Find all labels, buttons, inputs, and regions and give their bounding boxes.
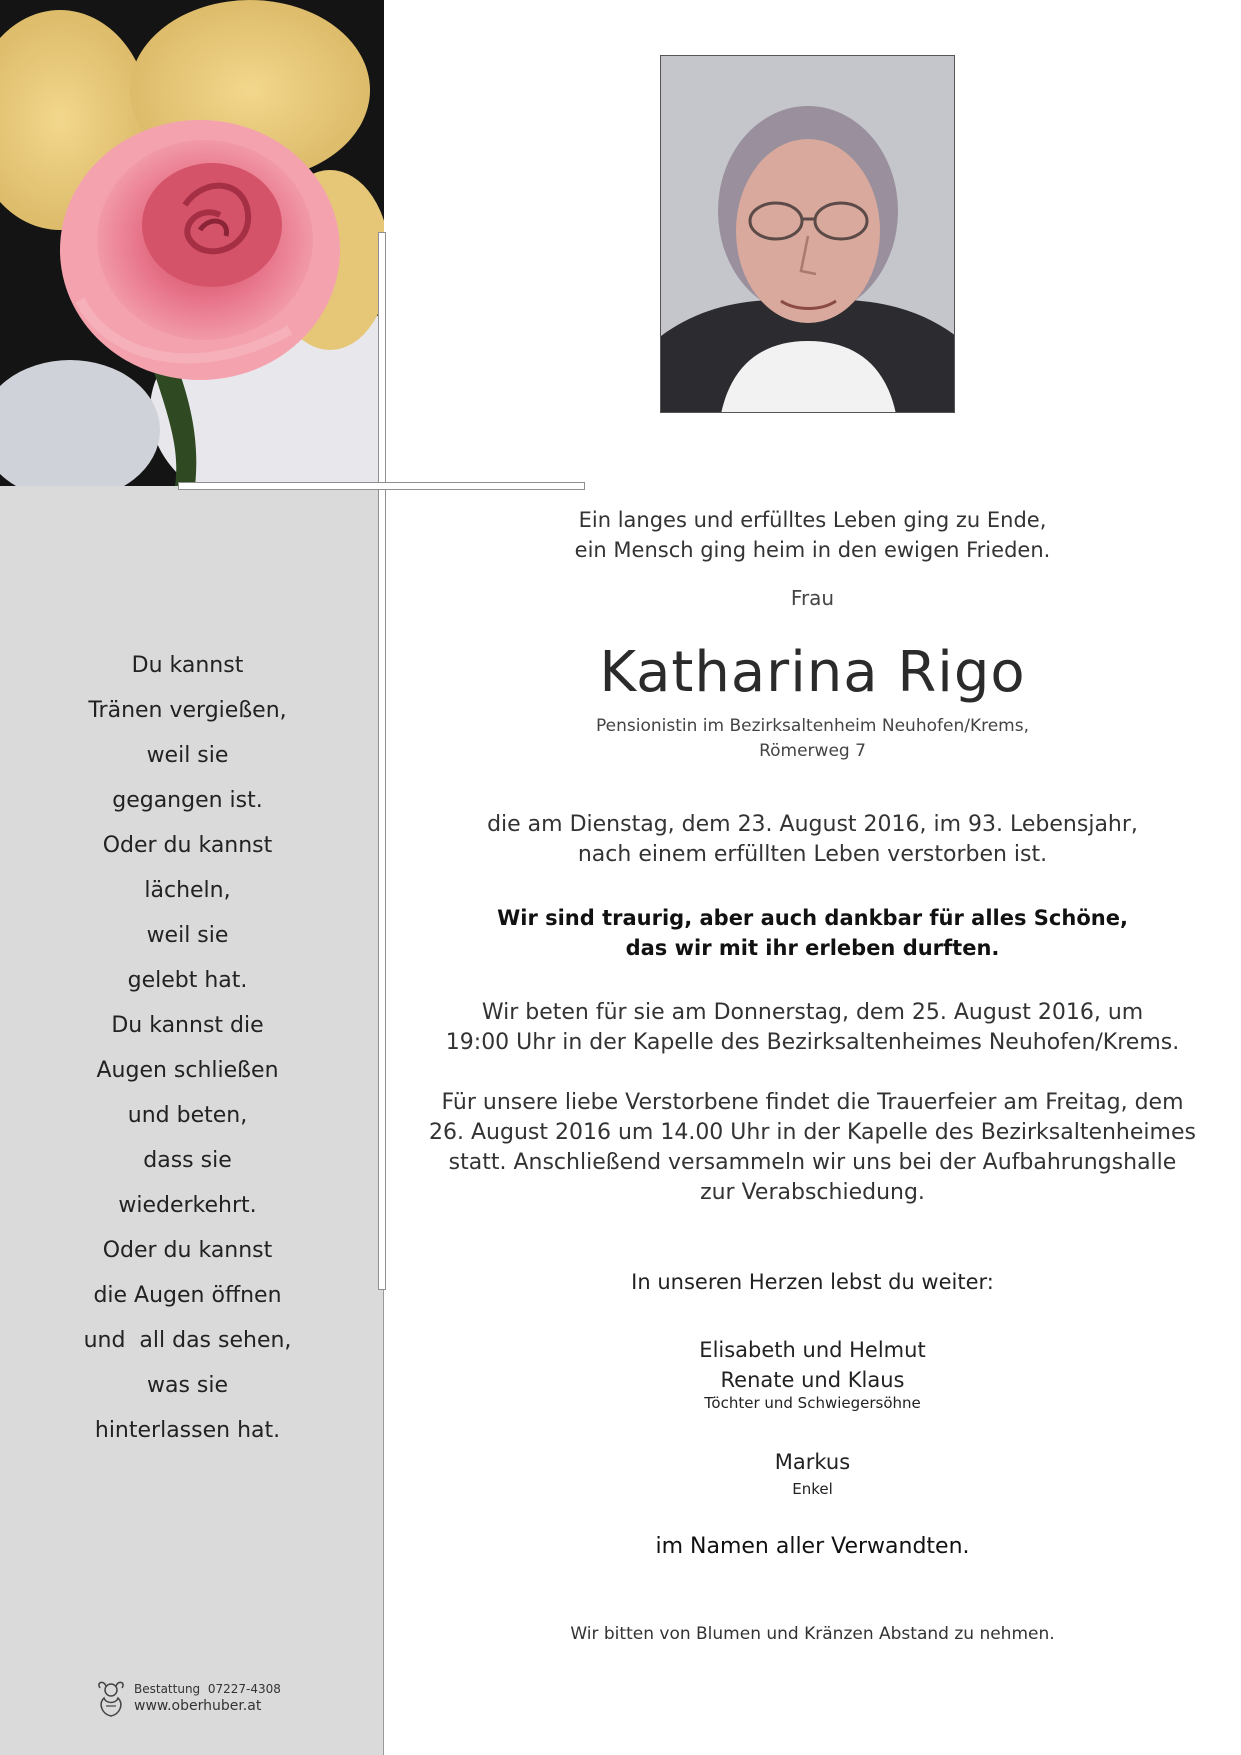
rose-photo bbox=[0, 0, 384, 486]
ceremony-line: zur Verabschiedung. bbox=[700, 1180, 925, 1205]
ceremony-line: 26. August 2016 um 14.00 Uhr in der Kapelle des Bezirksaltenheimes bbox=[429, 1120, 1196, 1145]
prayer-info bbox=[420, 998, 1205, 1058]
poem-line: Du kannst bbox=[131, 653, 244, 678]
quote-line: Wir sind traurig, aber auch dankbar für alles Schöne, bbox=[497, 906, 1128, 930]
company-website: www.oberhuber.at bbox=[134, 1698, 262, 1714]
description-line: Pensionistin im Bezirksaltenheim Neuhofen/Krems, bbox=[595, 716, 1029, 736]
poem-line: hinterlassen hat. bbox=[94, 1418, 281, 1443]
poem-line: dass sie bbox=[143, 1148, 232, 1173]
flower-note: Wir bitten von Blumen und Kränzen Abstand zu nehmen. bbox=[570, 1624, 1055, 1644]
poem-line: Tränen vergießen, bbox=[88, 698, 287, 723]
poem-line: Augen schließen bbox=[96, 1058, 279, 1083]
poem-line: und beten, bbox=[127, 1103, 248, 1128]
quote-line: das wir mit ihr erleben durften. bbox=[625, 936, 1000, 960]
poem-line: und all das sehen, bbox=[83, 1328, 292, 1353]
ceremony-line: Für unsere liebe Verstorbene findet die Trauerfeier am Freitag, dem bbox=[441, 1090, 1184, 1115]
funeral-home-logo bbox=[94, 1678, 281, 1718]
intro-line: Ein langes und erfülltes Leben ging zu Ende, bbox=[578, 508, 1047, 532]
angel-logo-icon bbox=[94, 1678, 128, 1718]
prayer-line: 19:00 Uhr in der Kapelle des Bezirksaltenheimes Neuhofen/Krems. bbox=[445, 1030, 1180, 1055]
hearts-line: In unseren Herzen lebst du weiter: bbox=[631, 1270, 994, 1294]
death-line: nach einem erfüllten Leben verstorben ist. bbox=[577, 842, 1048, 867]
family-relation: Töchter und Schwiegersöhne bbox=[704, 1394, 921, 1412]
poem-line: weil sie bbox=[146, 743, 229, 768]
salutation: Frau bbox=[790, 586, 835, 610]
family-name: Elisabeth und Helmut bbox=[699, 1338, 926, 1362]
portrait-photo bbox=[660, 55, 955, 413]
intro-text bbox=[420, 505, 1205, 565]
family-name: Markus bbox=[774, 1450, 851, 1474]
poem-line: Du kannst die bbox=[111, 1013, 264, 1038]
poem-line: lächeln, bbox=[144, 878, 231, 903]
closing-line: im Namen aller Verwandten. bbox=[655, 1534, 970, 1559]
poem-line: was sie bbox=[146, 1373, 229, 1398]
family-group-daughters bbox=[420, 1335, 1205, 1395]
cross-horizontal-beam bbox=[178, 482, 585, 490]
company-phone: 07227-4308 bbox=[207, 1682, 281, 1696]
prayer-line: Wir beten für sie am Donnerstag, dem 25. August 2016, um bbox=[481, 1000, 1144, 1025]
grief-quote bbox=[420, 903, 1205, 963]
deceased-description bbox=[420, 714, 1205, 764]
ceremony-line: statt. Anschließend versammeln wir uns bei der Aufbahrungshalle bbox=[448, 1150, 1177, 1175]
poem-line: gelebt hat. bbox=[127, 968, 248, 993]
death-line: die am Dienstag, dem 23. August 2016, im 93. Lebensjahr, bbox=[487, 812, 1138, 837]
cross-vertical-beam bbox=[378, 232, 386, 1290]
family-name: Renate und Klaus bbox=[720, 1368, 905, 1392]
family-relation: Enkel bbox=[792, 1480, 833, 1498]
poem-line: Oder du kannst bbox=[102, 833, 273, 858]
poem-line: gegangen ist. bbox=[112, 788, 263, 813]
company-name: Bestattung bbox=[134, 1682, 201, 1696]
poem-line: Oder du kannst bbox=[102, 1238, 273, 1263]
deceased-name: Katharina Rigo bbox=[599, 640, 1026, 705]
poem-line: weil sie bbox=[146, 923, 229, 948]
poem bbox=[10, 643, 365, 1453]
poem-line: die Augen öffnen bbox=[93, 1283, 282, 1308]
ceremony-info bbox=[420, 1088, 1205, 1208]
poem-line: wiederkehrt. bbox=[118, 1193, 257, 1218]
death-notice bbox=[420, 810, 1205, 870]
intro-line: ein Mensch ging heim in den ewigen Frieden. bbox=[574, 538, 1051, 562]
description-line: Römerweg 7 bbox=[759, 741, 866, 761]
